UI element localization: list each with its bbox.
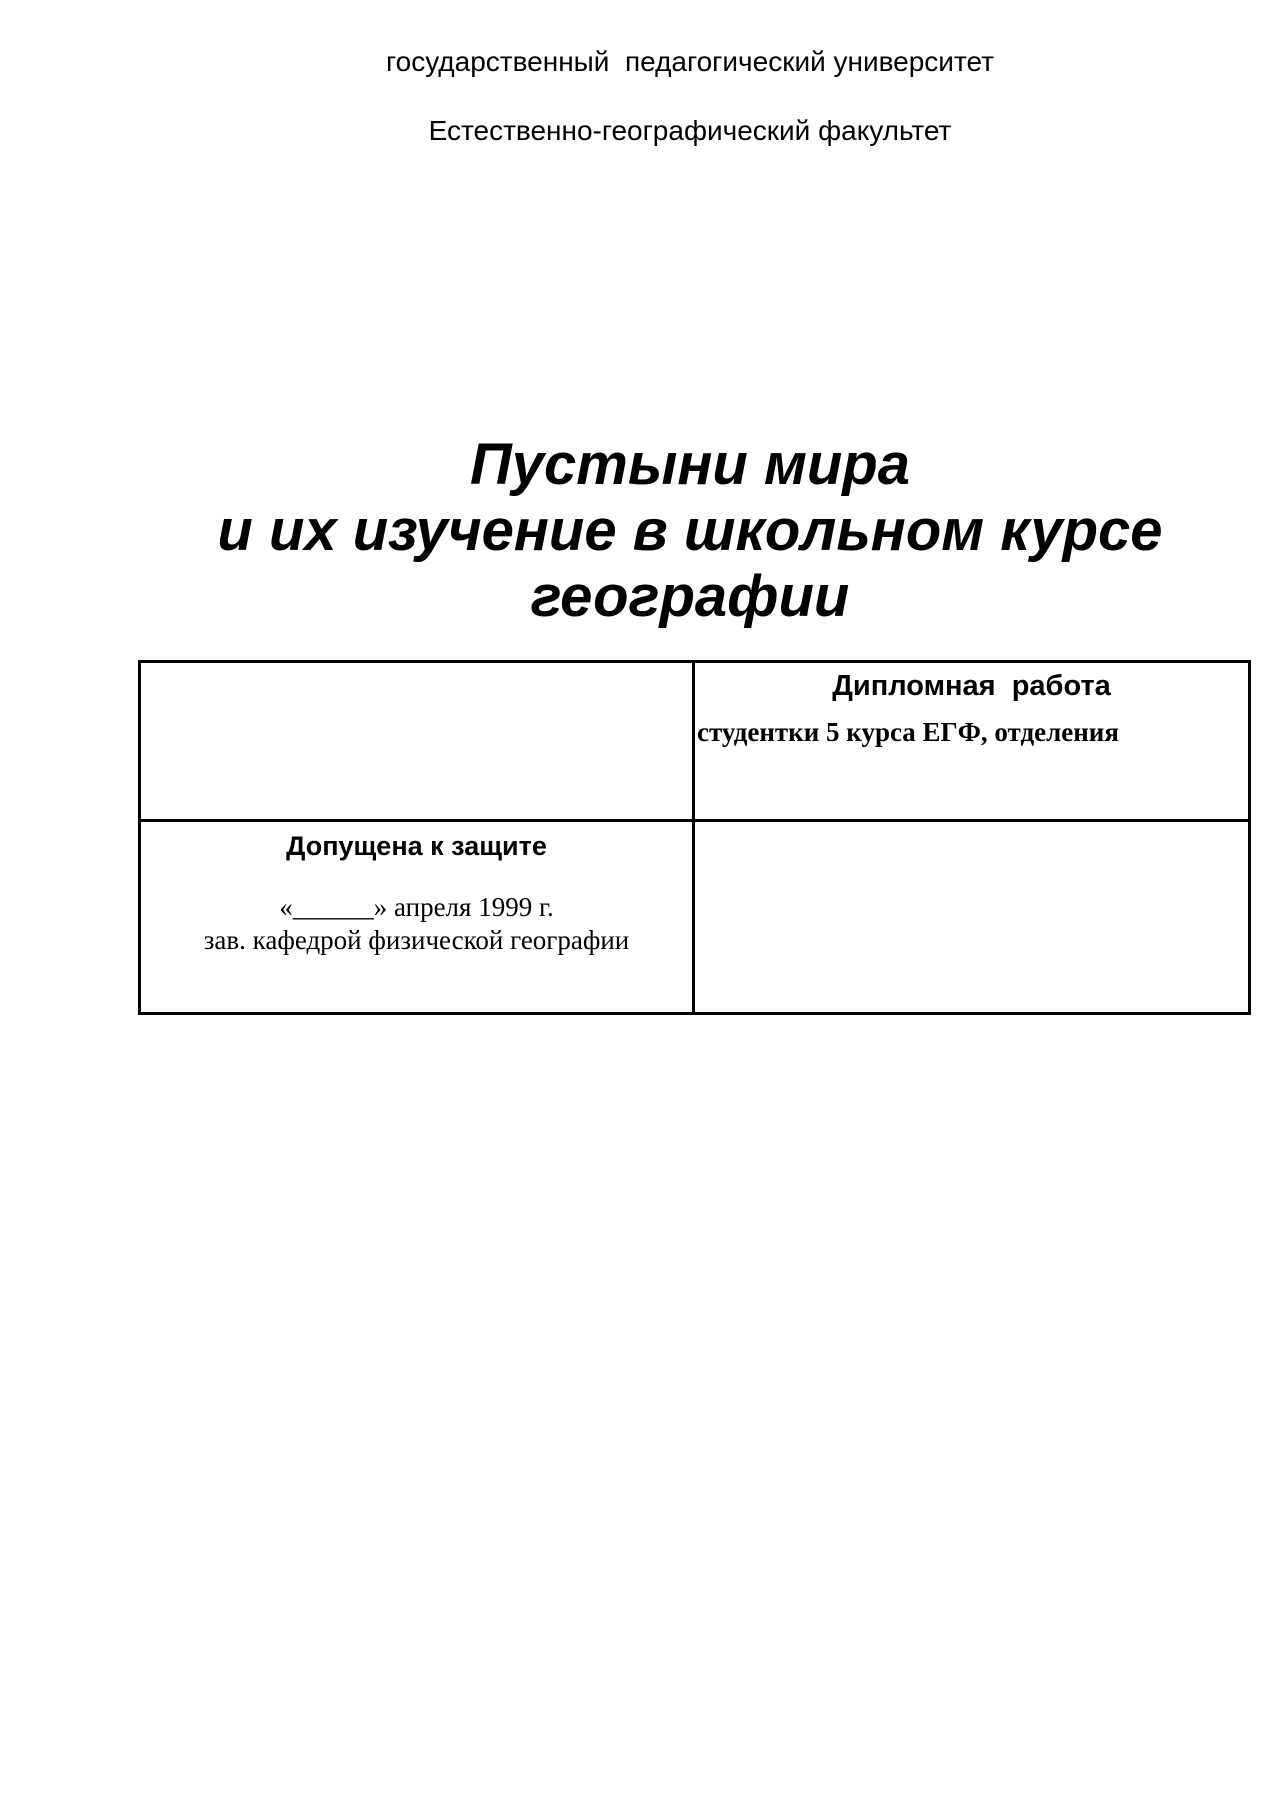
diploma-cell: [694, 662, 1250, 821]
university-name: государственный педагогический университет: [386, 46, 994, 77]
thesis-title-line-2: и их изучение в школьном курсе: [217, 498, 1163, 563]
thesis-title-line-1: Пустыни мира: [470, 432, 910, 497]
admitted-heading: Допущена к защите: [286, 831, 547, 861]
diploma-heading: Дипломная работа: [832, 670, 1111, 702]
faculty-name: Естественно-географический факультет: [428, 115, 952, 146]
head-of-department-line: зав. кафедрой физической географии: [203, 925, 630, 955]
thesis-title: [140, 432, 1240, 630]
admission-date-line: «______» апреля 1999 г.: [279, 892, 554, 922]
thesis-title-line-3: географии: [530, 564, 850, 629]
info-table-row-1: [140, 662, 1250, 821]
empty-cell-bottom-right: [694, 821, 1250, 1014]
info-table: [138, 660, 1251, 1015]
info-table-row-2: [140, 821, 1250, 1014]
empty-cell-top-left: [140, 662, 694, 821]
admission-cell: [140, 821, 694, 1014]
student-line: студентки 5 курса ЕГФ, отделения: [697, 717, 1119, 747]
